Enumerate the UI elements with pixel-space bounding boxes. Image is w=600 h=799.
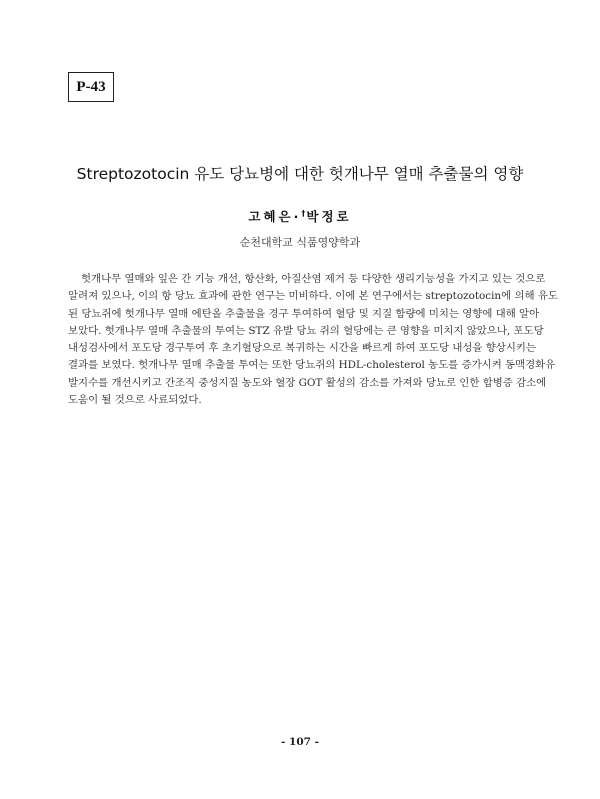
abstract-body	[68, 271, 558, 409]
author-1: 고혜은·	[248, 209, 302, 224]
abstract-line: 결과를 보였다. 헛개나무 열매 추출물 투여는 또한 당뇨쥐의 HDL-cholesterol 농도를 증가시켜 동맥경화유	[68, 359, 556, 372]
abstract-line: 보았다. 헛개나무 열매 추출물의 투여는 STZ 유발 당뇨 쥐의 혈당에는 큰 영향을 미치지 않았으나, 포도당	[68, 324, 544, 337]
author-2: 박정로	[306, 209, 352, 224]
poster-code-box: P-43	[68, 72, 114, 102]
affiliation: 순천대학교 식품영양학과	[239, 236, 361, 249]
abstract-line: 헛개나무 열매와 잎은 간 기능 개선, 항산화, 아질산염 제거 등 다양한 생리기능성을 가지고 있는 것으로	[81, 273, 546, 285]
abstract-line: 된 당뇨쥐에 헛개나무 열매 에탄올 추출물을 경구 투여하여 혈당 및 지질 함량에 미치는 영향에 대해 알아	[68, 307, 540, 320]
page-number: - 107 -	[281, 736, 319, 748]
abstract-line: 알려져 있으나, 이의 항 당뇨 효과에 관한 연구는 미비하다. 이에 본 연구에서는 streptozotocin에 의해 유도	[68, 290, 558, 303]
paper-title: Streptozotocin 유도 당뇨병에 대한 헛개나무 열매 추출물의 영향	[76, 165, 524, 183]
abstract-line: 내성검사에서 포도당 경구투여 후 초기혈당으로 복귀하는 시간을 빠르게 하여 포도당 내성을 향상시키는	[68, 342, 536, 355]
abstract-line: 발지수를 개선시키고 간조직 중성지질 농도와 혈장 GOT 활성의 감소를 가져와 당뇨로 인한 합병증 감소에	[68, 376, 547, 389]
corresponding-author-mark: †	[301, 209, 306, 218]
abstract-line: 도움이 될 것으로 사료되었다.	[68, 394, 202, 407]
author-list	[0, 207, 600, 225]
